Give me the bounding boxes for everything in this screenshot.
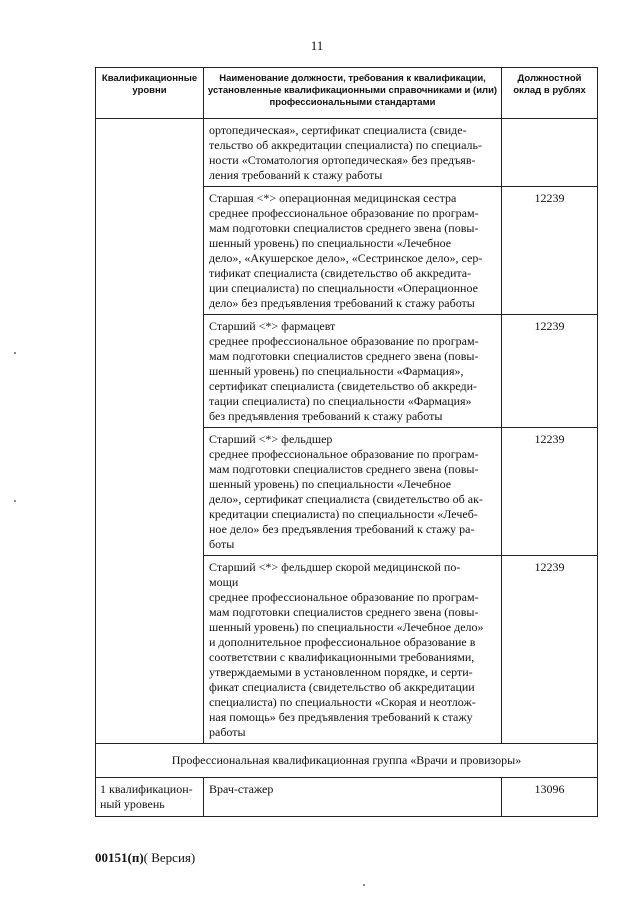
salary-value: 12239 (502, 556, 598, 744)
text-line: среднее профессиональное образование по програм- (209, 447, 479, 461)
text-line: шенный уровень) по специальности «Лечебное (209, 236, 452, 250)
text-line: мощи (209, 575, 239, 589)
text-line: сертификат специалиста (свидетельство об аккреди- (209, 379, 478, 393)
text-line: без предъявления требований к стажу работы (209, 409, 443, 423)
text-line: ное дело» без предъявления требований к стажу ра- (209, 522, 475, 536)
position-description (204, 428, 502, 556)
salary-value: 12239 (502, 428, 598, 556)
document-version: ( Версия) (143, 850, 196, 865)
text-line: мам подготовки специалистов среднего звена (повы- (209, 349, 479, 363)
text-line: среднее профессиональное образование по програм- (209, 206, 479, 220)
salary-value: 12239 (502, 315, 598, 428)
table-header-row (96, 68, 598, 119)
text-line: работы (209, 725, 246, 739)
text-line: тификат специалиста (свидетельство об аккредита- (209, 266, 472, 280)
text-line: дело», сертификат специалиста (свидетельство об ак- (209, 492, 483, 506)
scan-speck (363, 884, 365, 886)
text-line: тации специалиста) по специальности «Фармация» (209, 394, 472, 408)
header-position: Наименование должности, требования к квалификации, установленные квалификационными справочниками и (или) профессиональными стандартами (204, 68, 502, 119)
text-line: мам подготовки специалистов среднего звена (повы- (209, 221, 479, 235)
text-line: ный уровень (100, 797, 165, 811)
level-cell-merged (96, 119, 204, 744)
text-line: дело», «Акушерское дело», «Сестринское дело», сер- (209, 251, 483, 265)
text-line: ности «Стоматология ортопедическая» без предъяв- (209, 153, 476, 167)
text-line: шенный уровень) по специальности «Фармация», (209, 364, 464, 378)
text-line: мам подготовки специалистов среднего звена (повы- (209, 462, 479, 476)
text-line: ортопедическая», сертификат специалиста (свиде- (209, 123, 467, 137)
text-line: Старшая <*> операционная медицинская сестра (209, 191, 457, 205)
position-description (204, 187, 502, 315)
text-line: ции специалиста) по специальности «Операционное (209, 281, 478, 295)
text-line: фикат специалиста (свидетельство об аккредитации (209, 680, 475, 694)
page-number: 11 (310, 38, 324, 53)
header-level: Квалификационные уровни (96, 68, 204, 119)
text-line: среднее профессиональное образование по програм- (209, 334, 479, 348)
document-code (95, 850, 195, 866)
group-title-row (96, 744, 598, 778)
text-line: шенный уровень) по специальности «Лечебное дело» (209, 620, 484, 634)
salary-value (502, 119, 598, 187)
group-title: Профессиональная квалификационная группа «Врачи и провизоры» (96, 744, 598, 778)
table-row (96, 119, 598, 187)
table-row (96, 778, 598, 817)
position-description (204, 556, 502, 744)
text-line: 1 квалификацион- (100, 782, 193, 796)
header-salary: Должностной оклад в рублях (502, 68, 598, 119)
scan-speck (14, 352, 16, 354)
text-line: шенный уровень) по специальности «Лечебное (209, 477, 452, 491)
salary-value: 12239 (502, 187, 598, 315)
position-description: Врач-стажер (204, 778, 502, 817)
document-code-number: 00151(п) (95, 850, 144, 865)
text-line: ления требований к стажу работы (209, 168, 383, 182)
position-description (204, 315, 502, 428)
text-line: соответствии с квалификационными требованиями, (209, 650, 475, 664)
text-line: тельство об аккредитации специалиста) по специаль- (209, 138, 482, 152)
text-line: Старший <*> фельдшер скорой медицинской по- (209, 560, 461, 574)
text-line: Старший <*> фармацевт (209, 319, 336, 333)
position-description (204, 119, 502, 187)
text-line: специалиста) по специальности «Скорая и неотлож- (209, 695, 476, 709)
scan-speck (14, 500, 16, 502)
text-line: дело» без предъявления требований к стажу работы (209, 296, 475, 310)
qualification-table (95, 67, 598, 817)
level-cell (96, 778, 204, 817)
text-line: Старший <*> фельдшер (209, 432, 333, 446)
text-line: кредитации специалиста) по специальности «Лечеб- (209, 507, 478, 521)
text-line: и дополнительное профессиональное образование в (209, 635, 476, 649)
salary-value: 13096 (502, 778, 598, 817)
text-line: мам подготовки специалистов среднего звена (повы- (209, 605, 479, 619)
text-line: ная помощь» без предъявления требований к стажу (209, 710, 473, 724)
text-line: среднее профессиональное образование по програм- (209, 590, 479, 604)
text-line: боты (209, 537, 235, 551)
text-line: утверждаемыми в установленном порядке, и серти- (209, 665, 473, 679)
